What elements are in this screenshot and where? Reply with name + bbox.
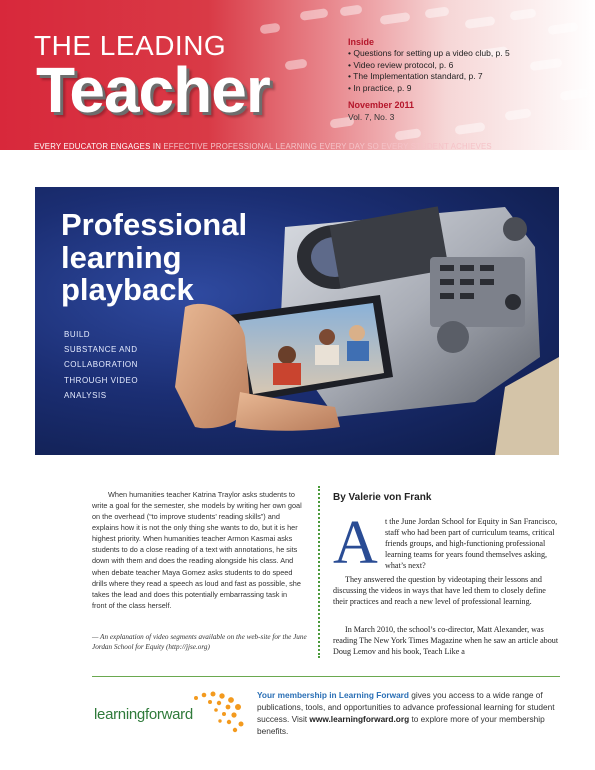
masthead-title: Teacher — [36, 54, 270, 126]
issue-volume: Vol. 7, No. 3 — [348, 112, 395, 122]
inside-item: • In practice, p. 9 — [348, 82, 412, 93]
masthead-line1: THE LEADING — [34, 30, 227, 61]
article-paragraph: t the June Jordan School for Equity in San Francisco, staff who had been part of curriculum teams, critical friends groups, and high-functioning professional learning teams for years found themselves asking, what’s next? — [385, 517, 558, 570]
hero-title: Professional learning playback — [61, 207, 248, 308]
tagline-part1: EVERY EDUCATOR ENGAGES IN — [34, 142, 164, 151]
hero-subtitle-line: ANALYSIS — [64, 390, 107, 400]
hero-subtitle-line: COLLABORATION — [64, 360, 138, 370]
hero-image — [35, 187, 559, 455]
column-divider — [318, 486, 320, 658]
issue-date: November 2011 — [348, 100, 415, 110]
footer-rule — [92, 676, 560, 677]
article-paragraph: In March 2010, the school’s co-director, Matt Alexander, was reading The New York Times Magazine when he saw an article about Doug Lemov and his book, Teach Like a — [333, 625, 559, 656]
drop-cap: A — [333, 509, 378, 577]
website-link[interactable]: www.learningforward.org — [309, 714, 410, 725]
membership-lead: Your membership in Learning Forward — [257, 690, 409, 700]
tagline — [34, 142, 492, 151]
hero-subtitle-line: THROUGH VIDEO — [64, 375, 139, 385]
hero-subtitle-line: BUILD — [64, 330, 91, 339]
learning-forward-logo-text: learningforward — [94, 706, 193, 723]
inside-box — [348, 36, 578, 94]
membership-body: gives you access to a wide range of publications, tools, and opportunities to advance professional learning for student success. Visit — [257, 690, 555, 725]
membership-body-end: to explore more of your membership benefits. — [257, 714, 545, 737]
membership-blurb — [257, 689, 562, 737]
inside-item: • Video review protocol, p. 6 — [348, 59, 454, 70]
article-paragraph: They answered the question by videotaping their lessons and discussing the videos in ways that have led them to closely define their practices and reach a new level of professional learning. — [333, 575, 546, 606]
byline: By Valerie von Frank — [333, 492, 432, 503]
inside-title: Inside — [348, 37, 375, 47]
inside-item: • Questions for setting up a video club, p. 5 — [348, 48, 510, 59]
inside-item: • The Implementation standard, p. 7 — [348, 71, 483, 82]
hero-subtitle-line: SUBSTANCE AND — [64, 345, 138, 355]
tagline-part2: EFFECTIVE PROFESSIONAL LEARNING EVERY DAY SO EVERY STUDENT ACHIEVES — [163, 142, 492, 151]
sidebar-quote: When humanities teacher Katrina Traylor asks students to write a goal for the semester, she models by writing her own goal on the overhead (“to improve students’ reading skills”) and explains how it is not the only thing she wants to do, but it is her highest priority. When humanities teacher Armon Kasmai asks students to do a close reading of a text with annotations, he sits down with them and does the reading alongside his class. And when debate teacher Maya Gomez asks students to do speed drills where they read a speech as loud and fast as possible, she takes the lead and does this potentially embarrassing task in front of the class herself. — [92, 490, 302, 610]
sidebar-caption: — An explanation of video segments available on the web-site for the June Jordan School for Equity (http://jjse.org) — [92, 633, 307, 652]
hero-subtitle — [64, 327, 174, 403]
